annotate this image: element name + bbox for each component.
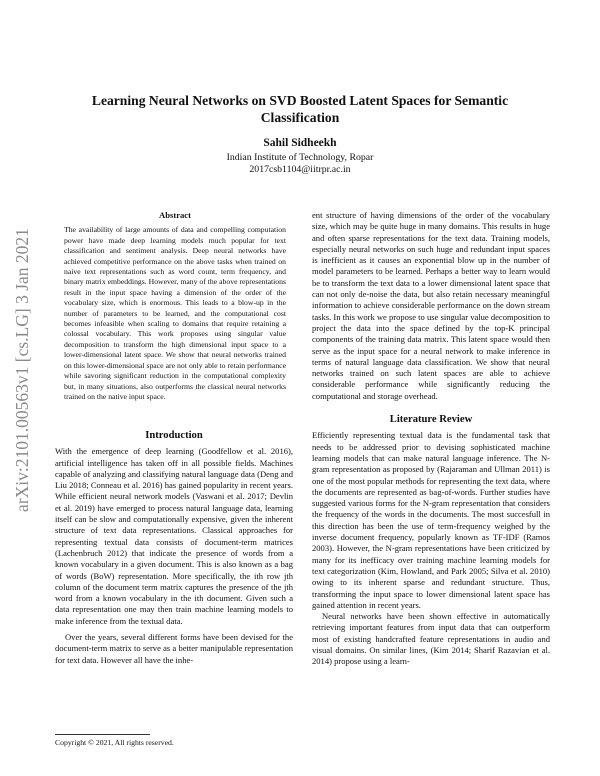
intro-paragraph-2-continued: ent structure of having dimensions of the order of the vocabulary size, which may be quite huge in many domains. This results in huge and often sparse representations for the text data. Training models, especially neural networks on such huge and redundant input spaces is inefficient as it causes an exponential blow up in the number of model parameters to be learned. Perhaps a better way to learn would be to transform the text data to a lower dimensional latent space that can not only de-noise the data, but also retain necessary meaningful information to achieve considerable performance on the down stream tasks. In this work we propose to use singular value decomposition to project the data into the space defined by the top-K principal components of the training data matrix. This latent space would then serve as the input space for a neural network to make inference in terms of natural language data classification. We show that neural networks trained on such latent spaces are able to achieve considerable performance while significantly reducing the computational and storage overhead.	[312, 210, 550, 401]
abstract-text: The availability of large amounts of data and compelling computation power have made deep learning models much popular for text classification and sentiment analysis. Deep neural networks have achieved competitive performance on the above tasks when trained on naive text representations such as word count, term frequency, and binary matrix embeddings. However, many of the above representations result in the input space having a dimension of the order of the vocabulary size, which is enormous. This leads to a blow-up in the number of parameters to be learned, and the computational cost becomes infeasible when scaling to domains that require retaining a colossal vocabulary. This work proposes using singular value decomposition to transform the high dimensional input space to a lower-dimensional latent space. We show that neural networks trained on this lower-dimensional space are not only able to retain performance while savoring significant reduction in the computational complexity but, in many situations, also outperforms the classical neural networks trained on the native input space.	[64, 225, 286, 401]
author-name: Sahil Sidheekh	[263, 137, 337, 149]
intro-heading: Introduction	[145, 430, 203, 441]
arxiv-identifier: arXiv:2101.00563v1 [cs.LG] 3 Jan 2021	[12, 228, 32, 512]
intro-section	[55, 430, 293, 666]
author-affiliation	[0, 152, 600, 176]
intro-paragraph-1: With the emergence of deep learning (Goodfellow et al. 2016), artificial intelligence has taken off in all possible fields. Machines capable of analyzing and classifying natural language data (Deng and Liu 2018; Conneau et al. 2016) has gained popularity in recent years. While efficient neural network models (Vaswani et al. 2017; Devlin et al. 2019) have emerged to process natural language data, learning itself can be slow and computationally expensive, given the inherent structure of text data representations. Classical approaches for representing textual data consists of document-term matrices (Lachenbruch 2012) that indicate the presence of words from a known vocabulary in a given document. This is also known as a bag of words (BoW) representation. More specifically, the ith row jth column of the document term matrix captures the presence of the jth word from a known vocabulary in the ith document. Given such a data representation one may then train machine learning models to make inference from the textual data.	[55, 446, 293, 626]
intro-paragraph-2-start: Over the years, several different forms have been devised for the document-term matrix to serve as a better manipulable representation for text data. However all have the inhe-	[55, 632, 293, 665]
affiliation-institution: Indian Institute of Technology, Ropar	[226, 152, 374, 163]
author-email: 2017csb1104@iitrpr.ac.in	[249, 164, 351, 175]
paper-title: Learning Neural Networks on SVD Boosted Latent Spaces for Semantic Classification	[91, 93, 509, 125]
abstract	[64, 210, 286, 402]
literature-paragraph-2: Neural networks have been shown effective in automatically retrieving important features from input data that can outperform most of existing handcrafted feature representations in audio and visual domains. On similar lines, (Kim 2014; Sharif Razavian et al. 2014) propose using a learn-	[312, 611, 550, 667]
copyright-notice: Copyright © 2021, All rights reserved.	[55, 738, 174, 747]
literature-review-heading: Literature Review	[389, 414, 473, 426]
abstract-heading: Abstract	[159, 210, 191, 220]
right-column	[312, 210, 550, 668]
literature-paragraph-1: Efficiently representing textual data is the fundamental task that needs to be addressed prior to devising sophisticated machine learning models that can make natural language inference. The N-gram representation as proposed by (Rajaraman and Ullman 2011) is one of the most popular methods for representing the text data, where the documents are represented as bag-of-words. Further studies have suggested various forms for the N-gram representation that considers the frequency of the words in the documents. The most succesfull in this direction has been the use of term-frequency weighed by the inverse document frequency, popularly known as TF-IDF (Ramos 2003). However, the N-gram representations have been criticized by many for its inefficacy over training machine learning models for text categorization (Kim, Howland, and Park 2005; Silva et al. 2010) owing to its inherent sparse and redundant structure. Thus, transforming the input space to lower dimensional latent space has gained attention in recent years.	[312, 430, 550, 610]
footnote-rule	[55, 734, 150, 735]
